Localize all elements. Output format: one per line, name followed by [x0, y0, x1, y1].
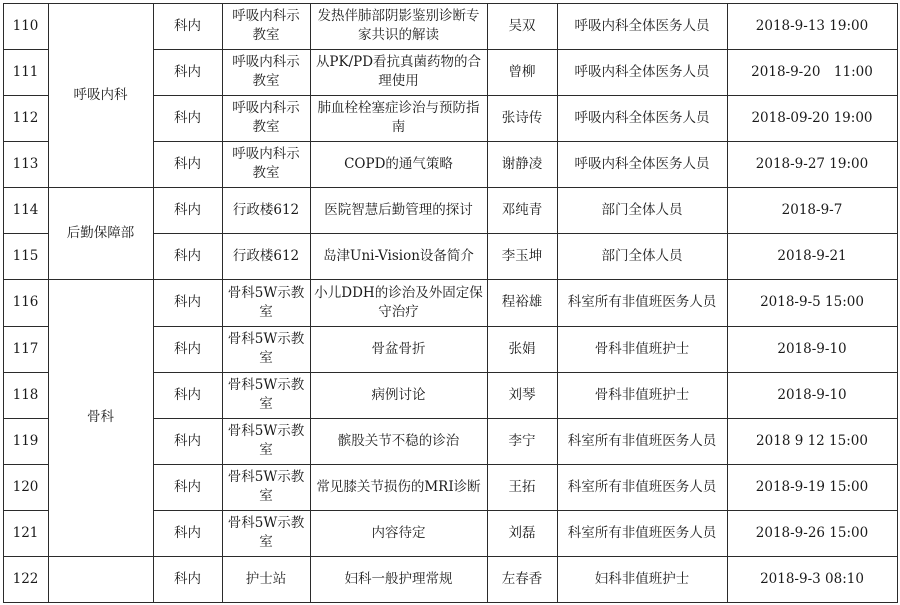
time: 2018-9-5 15:00: [760, 294, 864, 310]
speaker: 王拓: [508, 478, 536, 495]
row-border: [3, 372, 48, 373]
row-number: 110: [12, 17, 39, 34]
column-border: [222, 3, 223, 603]
audience: 妇科非值班护士: [594, 570, 690, 587]
session-type: 科内: [174, 201, 201, 218]
session-type: 科内: [174, 155, 201, 172]
session-type: 科内: [174, 524, 201, 541]
row-border: [153, 464, 898, 465]
time: 2018-9-3 08:10: [760, 570, 864, 587]
speaker: 邓纯青: [501, 201, 543, 218]
department-cell: [48, 556, 153, 602]
time: 2018-9-20 11:00: [751, 63, 873, 80]
audience: 呼吸内科全体医务人员: [574, 63, 710, 80]
row-border: [3, 279, 898, 280]
row-number: 114: [12, 201, 39, 218]
time: 2018-09-20 19:00: [751, 109, 873, 126]
location: 骨科5W示教室: [227, 515, 305, 550]
column-border: [48, 3, 49, 603]
audience: 呼吸内科全体医务人员: [574, 155, 710, 172]
department-cell: 呼吸内科: [73, 86, 128, 103]
row-border: [3, 602, 898, 603]
row-border: [3, 556, 898, 557]
row-border: [3, 141, 48, 142]
row-border: [3, 510, 48, 511]
column-border: [310, 3, 311, 603]
location: 骨科5W示教室: [227, 284, 305, 320]
session-type: 科内: [174, 17, 201, 34]
row-border: [153, 233, 898, 234]
row-number: 113: [12, 155, 39, 172]
session-type: 科内: [174, 109, 201, 126]
row-border: [3, 95, 48, 96]
row-border: [3, 233, 48, 234]
location: 骨科5W示教室: [227, 331, 305, 366]
row-number: 112: [12, 109, 39, 126]
session-type: 科内: [174, 294, 201, 310]
time: 2018-9-10: [777, 340, 847, 357]
row-border: [153, 510, 898, 511]
column-border: [3, 3, 4, 603]
location: 行政楼612: [232, 247, 300, 264]
column-border: [153, 3, 154, 603]
topic: 髌股关节不稳的诊治: [337, 432, 460, 449]
row-number: 115: [12, 247, 39, 264]
row-border: [3, 49, 48, 50]
time: 2018-9-26 15:00: [755, 524, 869, 541]
audience: 骨科非值班护士: [594, 340, 690, 357]
time: 2018-9-19 15:00: [755, 478, 869, 495]
audience: 呼吸内科全体医务人员: [574, 109, 710, 126]
location: 呼吸内科示教室: [232, 8, 300, 43]
row-number: 118: [12, 386, 39, 403]
location: 骨科5W示教室: [227, 469, 305, 504]
session-type: 科内: [174, 432, 201, 449]
topic: 岛津Uni-Vision设备简介: [323, 247, 474, 264]
session-type: 科内: [174, 570, 201, 587]
topic: COPD的通气策略: [344, 155, 453, 172]
time: 2018-9-13 19:00: [755, 17, 869, 34]
row-border: [3, 3, 898, 4]
row-border: [153, 326, 898, 327]
speaker: 张诗传: [501, 109, 543, 126]
column-border: [487, 3, 488, 603]
audience: 呼吸内科全体医务人员: [574, 17, 710, 34]
row-border: [3, 187, 898, 188]
location: 呼吸内科示教室: [232, 146, 300, 181]
speaker: 张娟: [508, 340, 536, 357]
row-border: [153, 141, 898, 142]
row-number: 119: [12, 432, 39, 449]
row-border: [153, 49, 898, 50]
row-border: [153, 372, 898, 373]
time: 2018-9-7: [781, 201, 843, 218]
location: 行政楼612: [232, 201, 300, 218]
department-cell: 骨科: [87, 409, 114, 425]
row-number: 121: [12, 524, 39, 541]
audience: 部门全体人员: [601, 201, 683, 218]
column-border: [557, 3, 558, 603]
session-type: 科内: [174, 478, 201, 495]
session-type: 科内: [174, 247, 201, 264]
time: 2018 9 12 15:00: [756, 432, 868, 449]
time: 2018-9-10: [777, 386, 847, 403]
audience: 科室所有非值班医务人员: [567, 432, 717, 449]
row-border: [3, 464, 48, 465]
session-type: 科内: [174, 386, 201, 403]
row-number: 120: [12, 478, 39, 495]
speaker: 谢静凌: [501, 155, 543, 172]
column-border: [897, 3, 898, 603]
topic: 肺血栓栓塞症诊治与预防指南: [317, 100, 480, 135]
location: 护士站: [245, 570, 287, 587]
topic: 病例讨论: [371, 386, 426, 403]
row-border: [3, 326, 48, 327]
speaker: 曾柳: [508, 63, 536, 80]
row-number: 111: [12, 63, 39, 80]
audience: 部门全体人员: [601, 247, 683, 264]
speaker: 刘磊: [508, 524, 536, 541]
department-cell: 后勤保障部: [66, 224, 135, 241]
audience: 骨科非值班护士: [594, 386, 690, 403]
row-number: 116: [12, 294, 39, 310]
row-number: 122: [12, 570, 39, 587]
session-type: 科内: [174, 340, 201, 357]
location: 骨科5W示教室: [227, 423, 305, 458]
topic: 发热伴肺部阴影鉴别诊断专家共识的解读: [317, 8, 480, 43]
session-type: 科内: [174, 63, 201, 80]
audience: 科室所有非值班医务人员: [567, 294, 717, 310]
column-border: [727, 3, 728, 603]
topic: 骨盆骨折: [371, 340, 426, 357]
audience: 科室所有非值班医务人员: [567, 478, 717, 495]
row-border: [153, 95, 898, 96]
topic: 医院智慧后勤管理的探讨: [324, 201, 473, 218]
audience: 科室所有非值班医务人员: [567, 524, 717, 541]
speaker: 程裕雄: [501, 294, 543, 310]
location: 骨科5W示教室: [227, 377, 305, 412]
location: 呼吸内科示教室: [232, 100, 300, 135]
topic: 妇科一般护理常规: [344, 570, 453, 587]
topic: 从PK/PD看抗真菌药物的合理使用: [315, 54, 482, 89]
topic: 常见膝关节损伤的MRI诊断: [316, 478, 481, 495]
row-border: [3, 418, 48, 419]
location: 呼吸内科示教室: [232, 54, 300, 89]
speaker: 刘琴: [508, 386, 536, 403]
time: 2018-9-27 19:00: [755, 155, 869, 172]
speaker: 左春香: [501, 570, 543, 587]
time: 2018-9-21: [777, 247, 847, 264]
topic: 小儿DDH的诊治及外固定保守治疗: [314, 284, 483, 320]
speaker: 李宁: [508, 432, 536, 449]
row-border: [153, 418, 898, 419]
topic: 内容待定: [371, 524, 426, 541]
speaker: 李玉坤: [501, 247, 543, 264]
row-number: 117: [12, 340, 39, 357]
speaker: 吴双: [508, 17, 536, 34]
